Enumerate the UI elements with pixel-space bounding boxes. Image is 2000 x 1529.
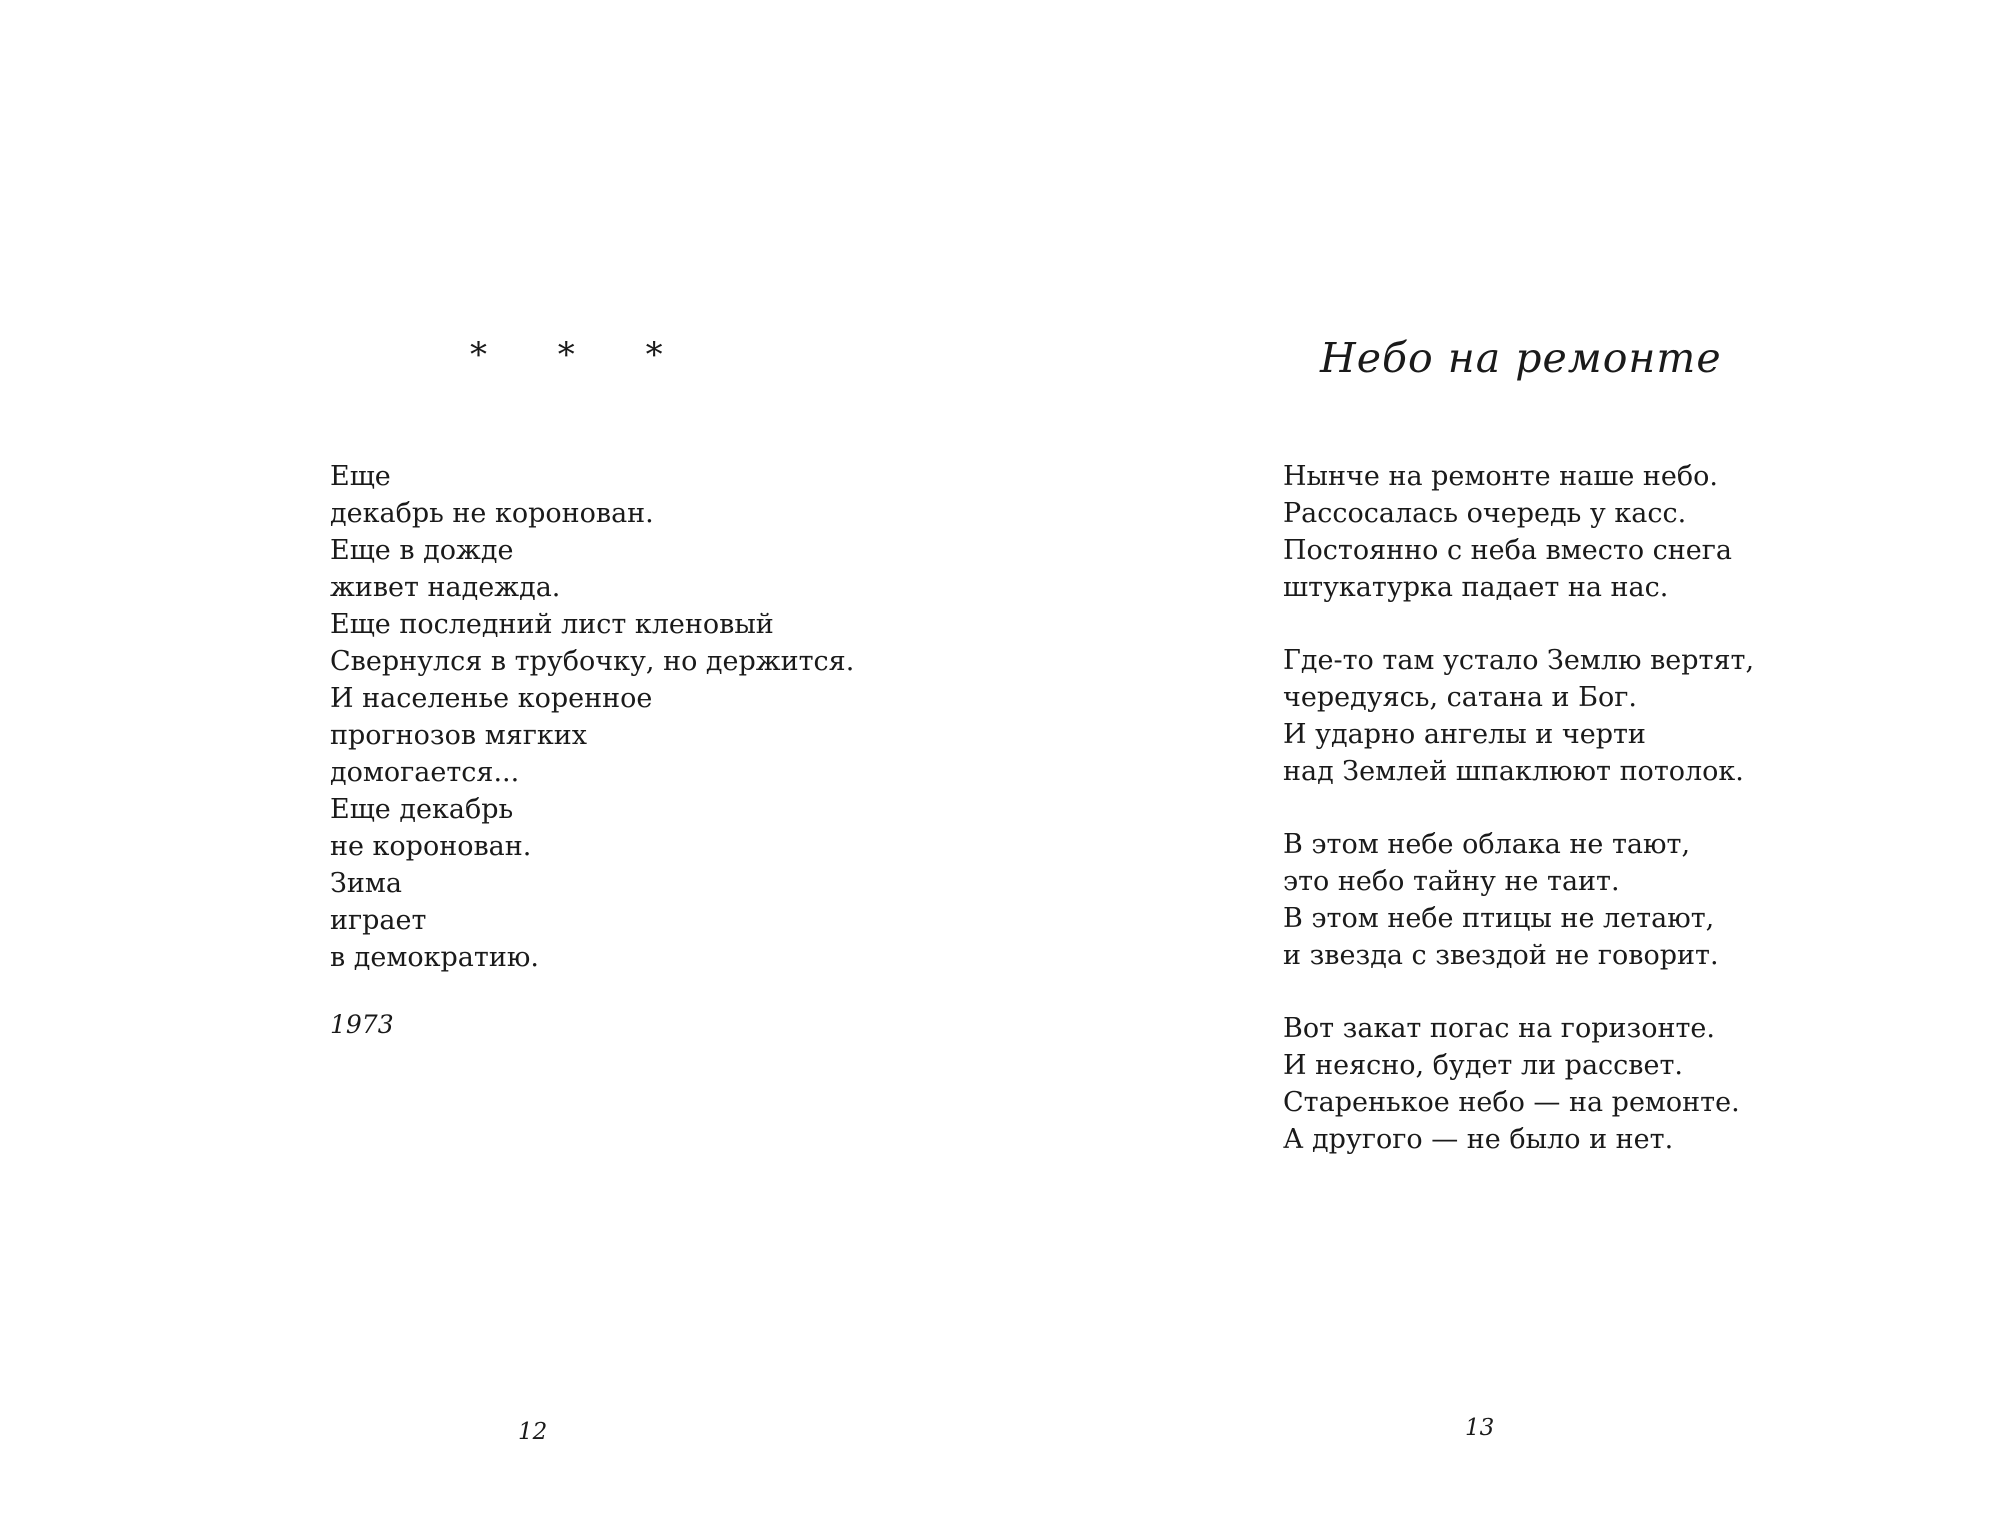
verse-line: Свернулся в трубочку, но держится. xyxy=(330,646,855,677)
verse-line: чередуясь, сатана и Бог. xyxy=(1283,682,1637,713)
stanza xyxy=(1283,458,1754,606)
verse-line: играет xyxy=(330,905,427,936)
page-number-left: 12 xyxy=(518,1419,548,1445)
section-ornament: * * * xyxy=(470,335,693,375)
verse-line: И ударно ангелы и черти xyxy=(1283,719,1646,750)
verse-line: Старенькое небо — на ремонте. xyxy=(1283,1087,1740,1118)
verse-line: Где-то там устало Землю вертят, xyxy=(1283,645,1755,676)
poem-verse-left xyxy=(330,458,854,976)
stanza xyxy=(1283,1010,1754,1158)
page-number-right: 13 xyxy=(1465,1415,1495,1441)
verse-line: Рассосалась очередь у касс. xyxy=(1283,498,1687,529)
verse-line: это небо тайну не таит. xyxy=(1283,866,1620,897)
verse-line: А другого — не было и нет. xyxy=(1283,1124,1674,1155)
verse-line: в демократию. xyxy=(330,942,539,973)
poem-title: Небо на ремонте xyxy=(1320,334,1722,382)
verse-line: Нынче на ремонте наше небо. xyxy=(1283,461,1718,492)
poem-date: 1973 xyxy=(330,1010,394,1039)
verse-line: домогается... xyxy=(330,757,520,788)
verse-line: декабрь не коронован. xyxy=(330,498,654,529)
verse-line: штукатурка падает на нас. xyxy=(1283,572,1669,603)
verse-line: Еще xyxy=(330,461,391,492)
verse-line: живет надежда. xyxy=(330,572,561,603)
verse-line: прогнозов мягких xyxy=(330,720,587,751)
right-page xyxy=(1000,0,2000,1529)
verse-line: Постоянно с неба вместо снега xyxy=(1283,535,1733,566)
verse-line: Еще в дожде xyxy=(330,535,514,566)
verse-line: и звезда с звездой не говорит. xyxy=(1283,940,1719,971)
poem-verse-right xyxy=(1283,458,1754,1158)
verse-line: В этом небе птицы не летают, xyxy=(1283,903,1715,934)
verse-line: Еще декабрь xyxy=(330,794,514,825)
stanza xyxy=(1283,826,1754,974)
verse-line: Еще последний лист кленовый xyxy=(330,609,774,640)
verse-line: не коронован. xyxy=(330,831,532,862)
verse-line: Вот закат погас на горизонте. xyxy=(1283,1013,1715,1044)
verse-line: И неясно, будет ли рассвет. xyxy=(1283,1050,1683,1081)
verse-line: Зима xyxy=(330,868,402,899)
verse-line: И населенье коренное xyxy=(330,683,653,714)
verse-line: В этом небе облака не тают, xyxy=(1283,829,1691,860)
verse-line: над Землей шпаклюют потолок. xyxy=(1283,756,1744,787)
stanza xyxy=(1283,642,1754,790)
